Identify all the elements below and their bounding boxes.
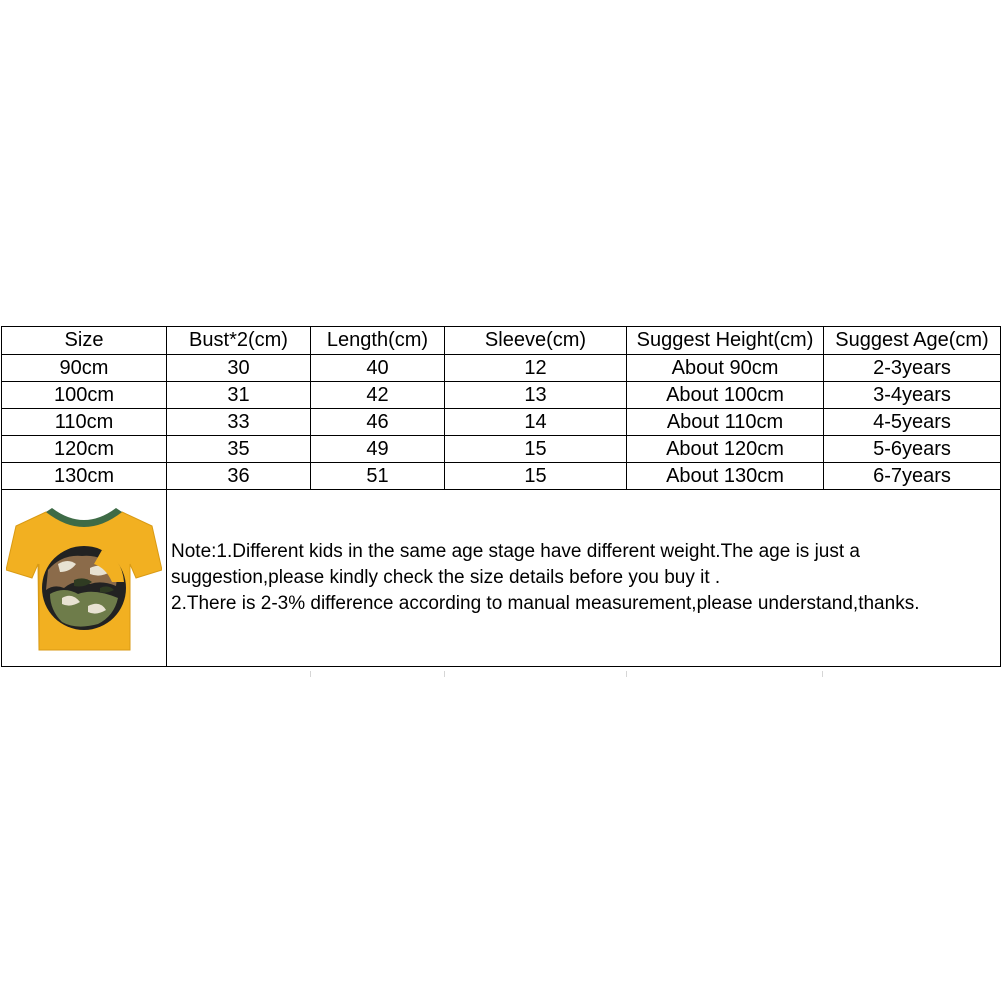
cell-age: 4-5years bbox=[824, 409, 1001, 436]
cell-height: About 110cm bbox=[627, 409, 824, 436]
note-line-1: Note:1.Different kids in the same age stage have different weight.The age is just a bbox=[171, 541, 860, 562]
cell-age: 3-4years bbox=[824, 382, 1001, 409]
grid-tick bbox=[310, 671, 311, 677]
note-line-3: 2.There is 2-3% difference according to manual measurement,please understand,thanks. bbox=[171, 593, 920, 614]
table-row bbox=[2, 409, 1001, 436]
table-header-row bbox=[2, 327, 1001, 355]
cell-age: 2-3years bbox=[824, 355, 1001, 382]
cell-sleeve: 15 bbox=[445, 463, 627, 490]
header-length: Length(cm) bbox=[311, 327, 445, 355]
cell-length: 40 bbox=[311, 355, 445, 382]
cell-height: About 90cm bbox=[627, 355, 824, 382]
cell-sleeve: 15 bbox=[445, 436, 627, 463]
cell-age: 5-6years bbox=[824, 436, 1001, 463]
header-age: Suggest Age(cm) bbox=[824, 327, 1001, 355]
table-row bbox=[2, 355, 1001, 382]
cell-height: About 120cm bbox=[627, 436, 824, 463]
cell-height: About 130cm bbox=[627, 463, 824, 490]
cell-bust: 31 bbox=[167, 382, 311, 409]
cell-length: 42 bbox=[311, 382, 445, 409]
note-row bbox=[2, 490, 1001, 667]
cell-length: 51 bbox=[311, 463, 445, 490]
header-sleeve: Sleeve(cm) bbox=[445, 327, 627, 355]
cell-bust: 36 bbox=[167, 463, 311, 490]
note-line-2: suggestion,please kindly check the size details before you buy it . bbox=[171, 567, 721, 588]
size-chart-table bbox=[1, 326, 1001, 667]
cell-size: 130cm bbox=[2, 463, 167, 490]
cell-size: 90cm bbox=[2, 355, 167, 382]
cell-length: 49 bbox=[311, 436, 445, 463]
table-row bbox=[2, 382, 1001, 409]
header-height: Suggest Height(cm) bbox=[627, 327, 824, 355]
header-bust: Bust*2(cm) bbox=[167, 327, 311, 355]
cell-size: 110cm bbox=[2, 409, 167, 436]
cell-sleeve: 12 bbox=[445, 355, 627, 382]
cell-age: 6-7years bbox=[824, 463, 1001, 490]
cell-size: 100cm bbox=[2, 382, 167, 409]
cell-bust: 30 bbox=[167, 355, 311, 382]
size-note bbox=[167, 490, 1001, 667]
cell-length: 46 bbox=[311, 409, 445, 436]
grid-tick bbox=[444, 671, 445, 677]
cell-bust: 35 bbox=[167, 436, 311, 463]
cell-size: 120cm bbox=[2, 436, 167, 463]
header-size: Size bbox=[2, 327, 167, 355]
grid-tick bbox=[626, 671, 627, 677]
cell-bust: 33 bbox=[167, 409, 311, 436]
cell-sleeve: 14 bbox=[445, 409, 627, 436]
cell-height: About 100cm bbox=[627, 382, 824, 409]
tshirt-icon bbox=[6, 498, 162, 658]
product-image-cell bbox=[2, 490, 167, 667]
grid-tick bbox=[822, 671, 823, 677]
cell-sleeve: 13 bbox=[445, 382, 627, 409]
table-row bbox=[2, 436, 1001, 463]
table-row bbox=[2, 463, 1001, 490]
